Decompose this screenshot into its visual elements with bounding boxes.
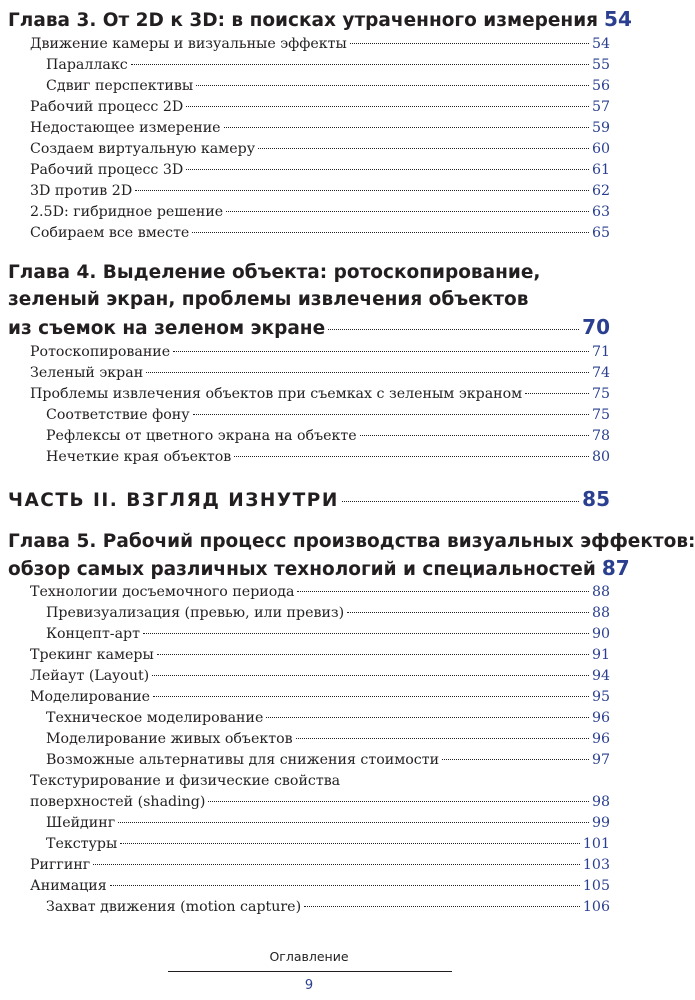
chapter-3-heading[interactable]	[8, 4, 632, 34]
chapter-5-heading[interactable]	[8, 555, 630, 582]
toc-entry[interactable]: Нечеткие края объектов 80	[46, 449, 610, 465]
toc-entry[interactable]: Рефлексы от цветного экрана на объекте 78	[46, 428, 610, 444]
chapter-title: Глава 3. От 2D к 3D: в поисках утраченного измерения	[8, 10, 599, 31]
toc-entry[interactable]: Создаем виртуальную камеру 60	[30, 141, 610, 157]
toc-entry[interactable]: Недостающее измерение 59	[30, 120, 610, 136]
toc-entry-first-line[interactable]: Текстурирование и физические свойства	[30, 773, 341, 789]
toc-entry[interactable]: Технологии досъемочного периода 88	[30, 584, 610, 600]
toc-entry[interactable]: Возможные альтернативы для снижения стоимости 97	[46, 752, 610, 768]
chapter-title: обзор самых различных технологий и специальностей	[8, 559, 596, 580]
toc-entry[interactable]: Моделирование живых объектов 96	[46, 731, 610, 747]
page-number: 54	[604, 7, 632, 31]
chapter-4-title-line-1: Глава 4. Выделение объекта: ротоскопирование,	[8, 262, 541, 283]
part-title: ЧАСТЬ II. ВЗГЛЯД ИЗНУТРИ	[8, 490, 339, 511]
toc-entry[interactable]: Зеленый экран 74	[30, 365, 610, 381]
toc-entry[interactable]: Рабочий процесс 2D 57	[30, 99, 610, 115]
toc-entry[interactable]: Движение камеры и визуальные эффекты 54	[30, 36, 610, 52]
chapter-4-heading[interactable]	[8, 313, 610, 342]
table-of-contents	[8, 4, 695, 918]
toc-entry[interactable]: Трекинг камеры 91	[30, 647, 610, 663]
dot-leader	[342, 500, 579, 502]
toc-entry[interactable]: Захват движения (motion capture) 106	[46, 899, 610, 915]
toc-entry[interactable]: Превизуализация (превью, или превиз) 88	[46, 605, 610, 621]
toc-entry[interactable]: Риггинг 103	[30, 857, 610, 873]
toc-entry[interactable]: Собираем все вместе 65	[30, 225, 610, 241]
toc-entry[interactable]: Сдвиг перспективы 56	[46, 78, 610, 94]
toc-entry[interactable]: 3D против 2D 62	[30, 183, 610, 199]
page-number: 85	[582, 487, 610, 511]
toc-entry[interactable]: Соответствие фону 75	[46, 407, 610, 423]
chapter-4-title-line-2: зеленый экран, проблемы извлечения объектов	[8, 289, 529, 310]
page-number: 70	[582, 315, 610, 339]
page-number: 87	[601, 556, 630, 580]
toc-entry[interactable]: поверхностей (shading) 98	[30, 794, 610, 810]
chapter-title: из съемок на зеленом экране	[8, 318, 326, 339]
toc-entry[interactable]: 2.5D: гибридное решение 63	[30, 204, 610, 220]
toc-entry[interactable]: Ротоскопирование 71	[30, 344, 610, 360]
part-2-heading[interactable]	[8, 484, 610, 514]
toc-entry[interactable]: Моделирование 95	[30, 689, 610, 705]
toc-entry[interactable]: Техническое моделирование 96	[46, 710, 610, 726]
toc-entry[interactable]: Текстуры 101	[46, 836, 610, 852]
toc-entry[interactable]: Анимация 105	[30, 878, 610, 894]
dot-leader	[328, 328, 579, 330]
page-number-footer: 9	[304, 978, 314, 993]
chapter-5-title-line-1: Глава 5. Рабочий процесс производства визуальных эффектов:	[8, 531, 695, 552]
toc-entry[interactable]: Лейаут (Layout) 94	[30, 668, 610, 684]
toc-entry[interactable]: Шейдинг 99	[46, 815, 610, 831]
toc-entry[interactable]: Рабочий процесс 3D 61	[30, 162, 610, 178]
footer-divider	[168, 971, 452, 972]
toc-entry[interactable]: Концепт-арт 90	[46, 626, 610, 642]
running-footer-title: Оглавление	[269, 949, 349, 964]
toc-entry[interactable]: Параллакс 55	[46, 57, 610, 73]
toc-entry[interactable]: Проблемы извлечения объектов при съемках с зеленым экраном 75	[30, 386, 610, 402]
